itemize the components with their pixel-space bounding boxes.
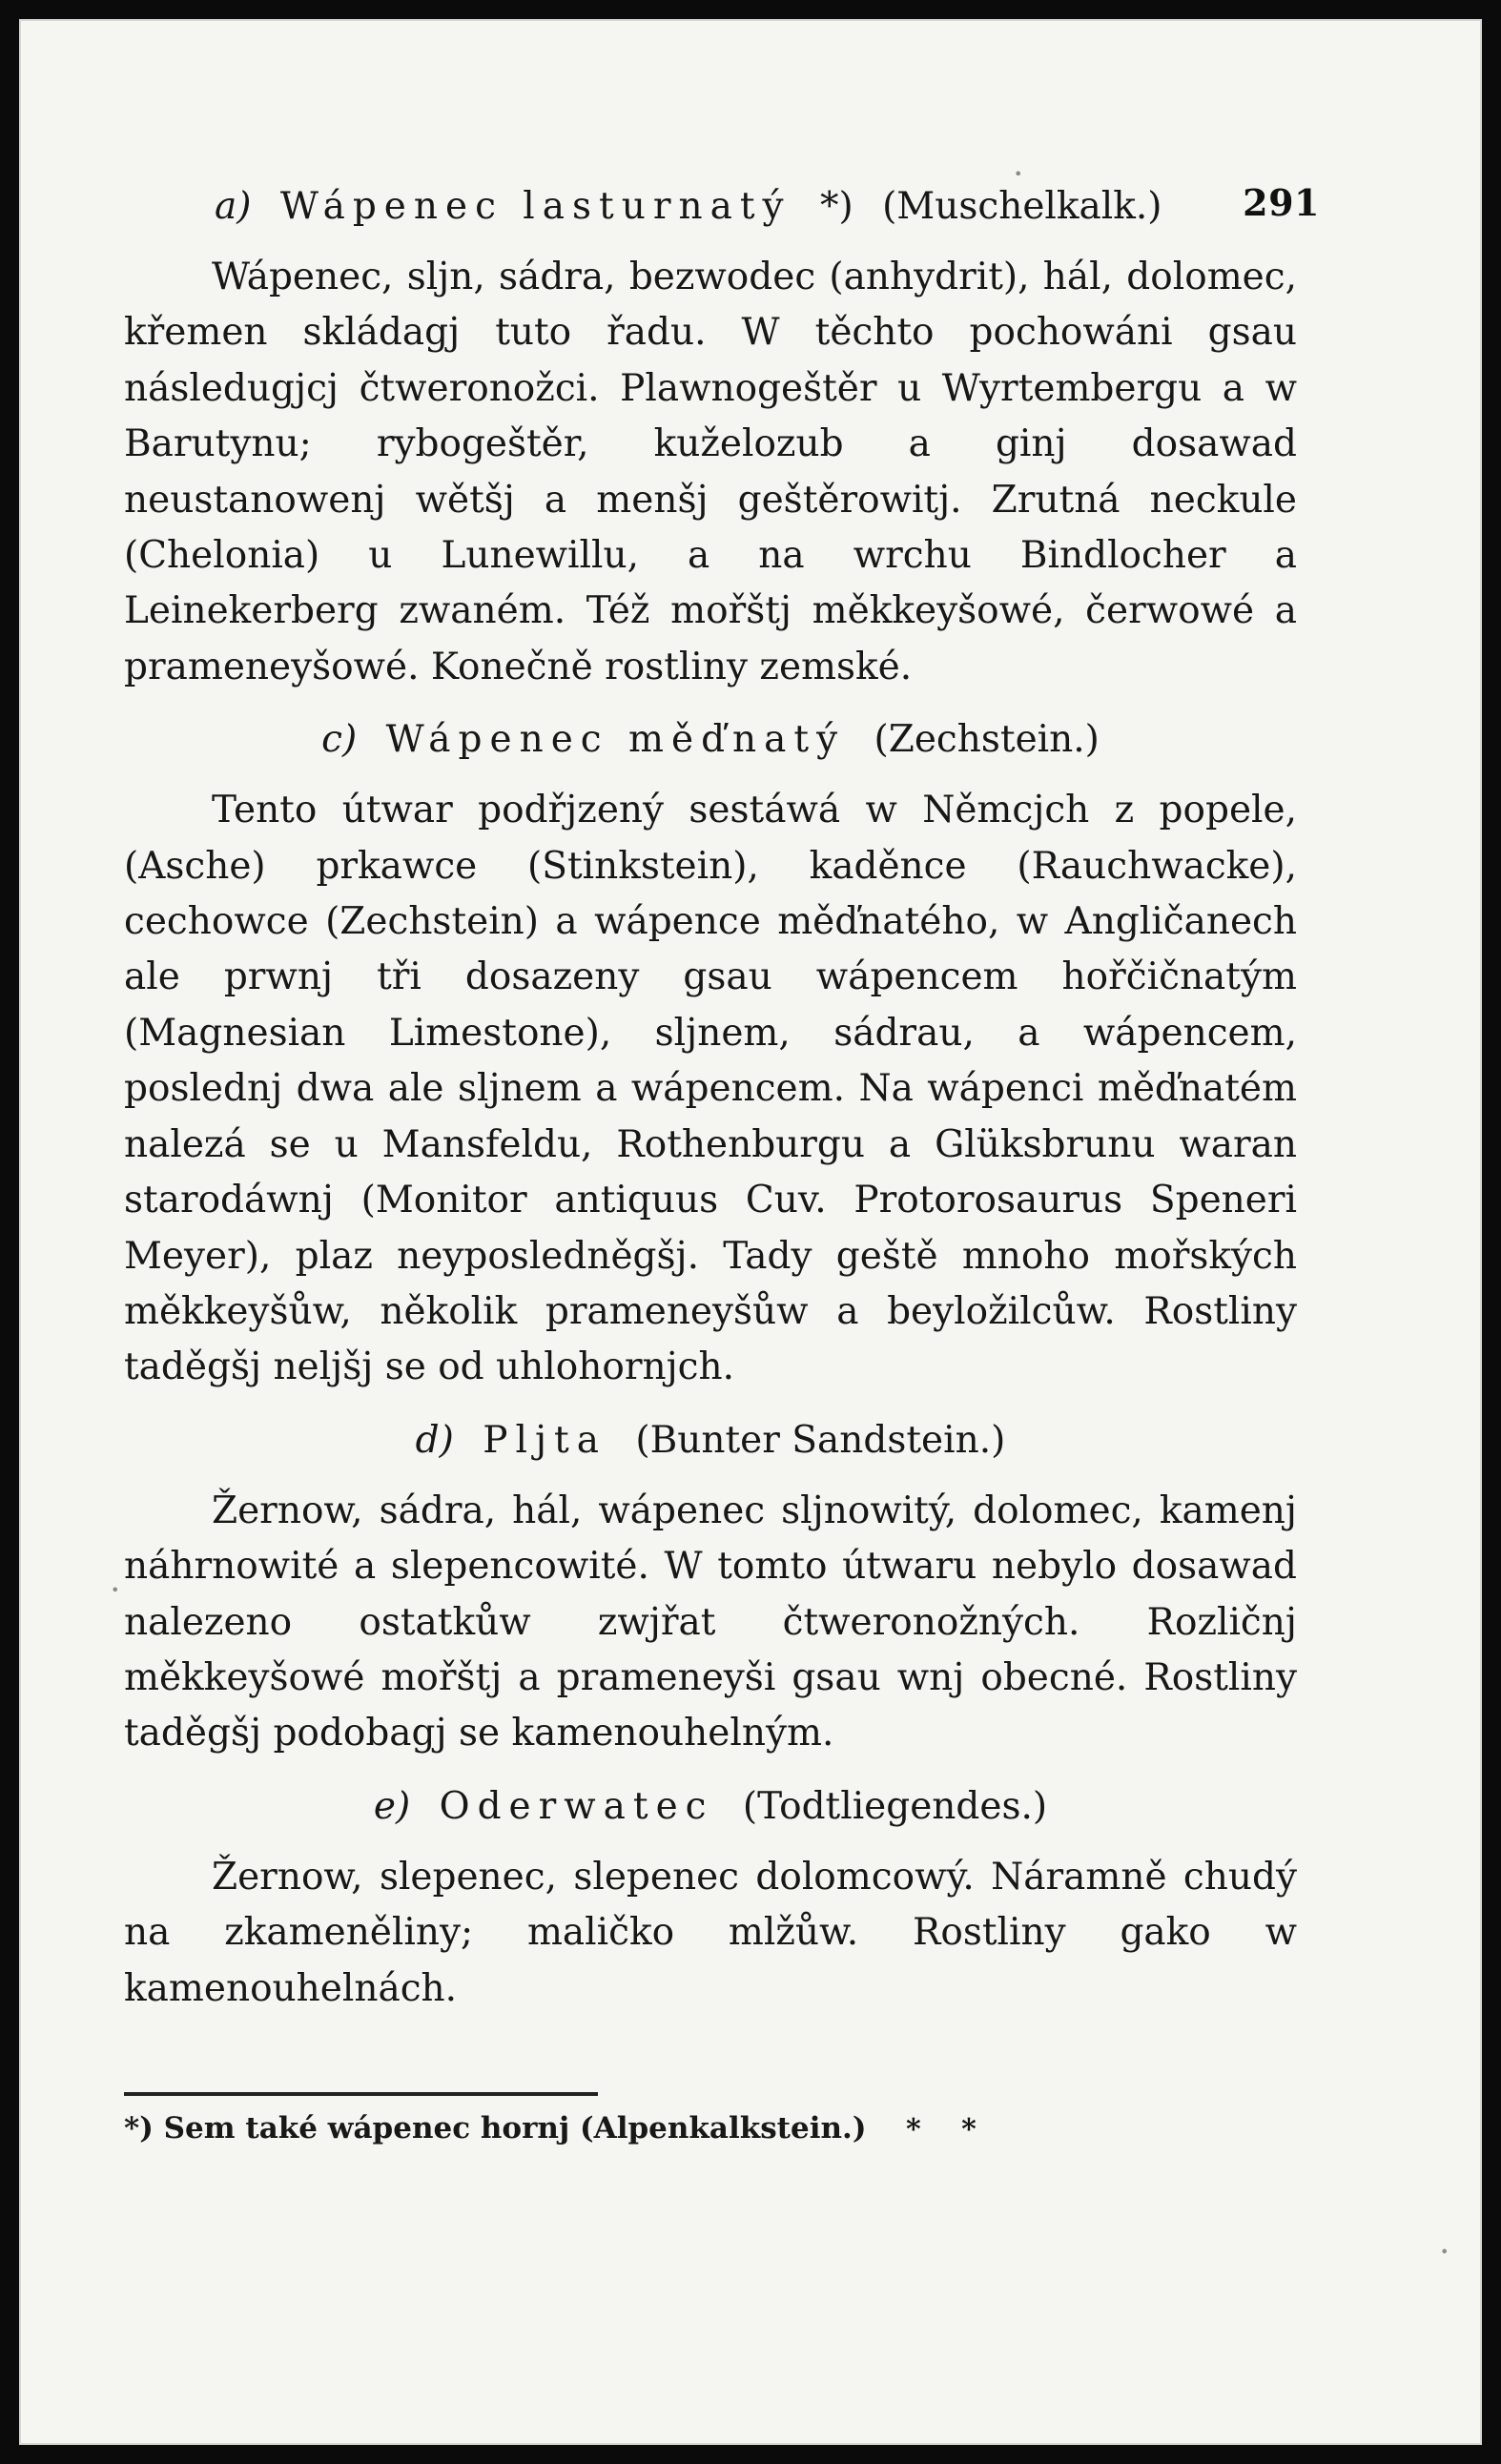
section-c-alt-title: (Zechstein.) bbox=[874, 718, 1100, 762]
footnote: *) Sem také wápenec hornj (Alpenkalkstein.) bbox=[124, 2111, 867, 2146]
section-e-label: e) bbox=[373, 1784, 411, 1828]
section-a-paragraph: Wápenec, sljn, sádra, bezwodec (anhydrit), hál, dolomec, křemen skládagj tuto řadu. W těchto pochowáni gsau následugjcj čtweronožci. Plawnogeštěr u Wyrtembergu a w Barutynu; rybogeštěr, kuželozub a ginj dosawad neustanowenj wětšj a menšj geštěrowitj. Zrutná neckule (Chelonia) u Lunewillu, a na wrchu Bindlocher a Leinekerberg zwaném. Též mořštj měkkeyšowé, čerwowé a prameneyšowé. Konečně rostliny zemské. bbox=[124, 256, 1297, 688]
section-d-heading bbox=[124, 1415, 1297, 1467]
section-c-paragraph: Tento útwar podřjzený sestáwá w Němcjch z popele, (Asche) prkawce (Stinkstein), kaděnce (Rauchwacke), cechowce (Zechstein) a wápence měďnatého, w Angličanech ale prwnj tři dosazeny gsau wápencem hořčičnatým (Magnesian Limestone), sljnem, sádrau, a wápencem, poslednj dwa ale sljnem a wápencem. Na wápenci měďnatém nalezá se u Mansfeldu, Rothenburgu a Glüksbrunu waran starodáwnj (Monitor antiquus Cuv. Protorosaurus Speneri Meyer), plaz neyposledněgšj. Tady geště mnoho mořských měkkeyšůw, několik prameneyšůw a beyložilcůw. Rostliny taděgšj neljšj se od uhlohornjch. bbox=[124, 789, 1297, 1389]
section-a-title: Wápenec lasturnatý bbox=[279, 185, 792, 228]
footnote-marker: *) bbox=[819, 185, 853, 228]
section-d-label: d) bbox=[415, 1418, 454, 1462]
section-d-alt-title: (Bunter Sandstein.) bbox=[635, 1418, 1006, 1462]
footnote-divider bbox=[124, 2092, 598, 2096]
section-c-label: c) bbox=[321, 718, 358, 762]
section-c-title: Wápenec měďnatý bbox=[385, 718, 846, 762]
section-e-paragraph: Žernow, slepenec, slepenec dolomcowý. Náramně chudý na zkameněliny; maličko mlžůw. Rostliny gako w kamenouhelnách. bbox=[124, 1855, 1297, 2010]
speck-mark: • bbox=[1440, 2243, 1450, 2261]
signature-marks: * * bbox=[906, 2113, 992, 2146]
section-a-label: a) bbox=[215, 185, 252, 228]
section-d-title: Pljta bbox=[483, 1418, 607, 1462]
section-a-alt-title: (Muschelkalk.) bbox=[882, 185, 1162, 228]
section-a-heading bbox=[124, 181, 1297, 233]
page-number: 291 bbox=[1243, 181, 1320, 224]
document-page bbox=[19, 19, 1482, 2445]
speck-mark: • bbox=[1014, 165, 1023, 183]
section-e-heading bbox=[124, 1781, 1297, 1833]
section-e-alt-title: (Todtliegendes.) bbox=[742, 1784, 1048, 1828]
page-content bbox=[124, 181, 1297, 2036]
section-e-title: Oderwatec bbox=[439, 1784, 714, 1828]
section-d-paragraph: Žernow, sádra, hál, wápenec sljnowitý, dolomec, kamenj náhrnowité a slepencowité. W tomto útwaru nebylo dosawad nalezeno ostatkůw zwjřat čtweronožných. Rozličnj měkkeyšowé mořštj a prameneyši gsau wnj obecné. Rostliny taděgšj podobagj se kamenouhelným. bbox=[124, 1489, 1297, 1756]
section-c-heading bbox=[124, 714, 1297, 766]
speck-mark: • bbox=[111, 1581, 120, 1599]
